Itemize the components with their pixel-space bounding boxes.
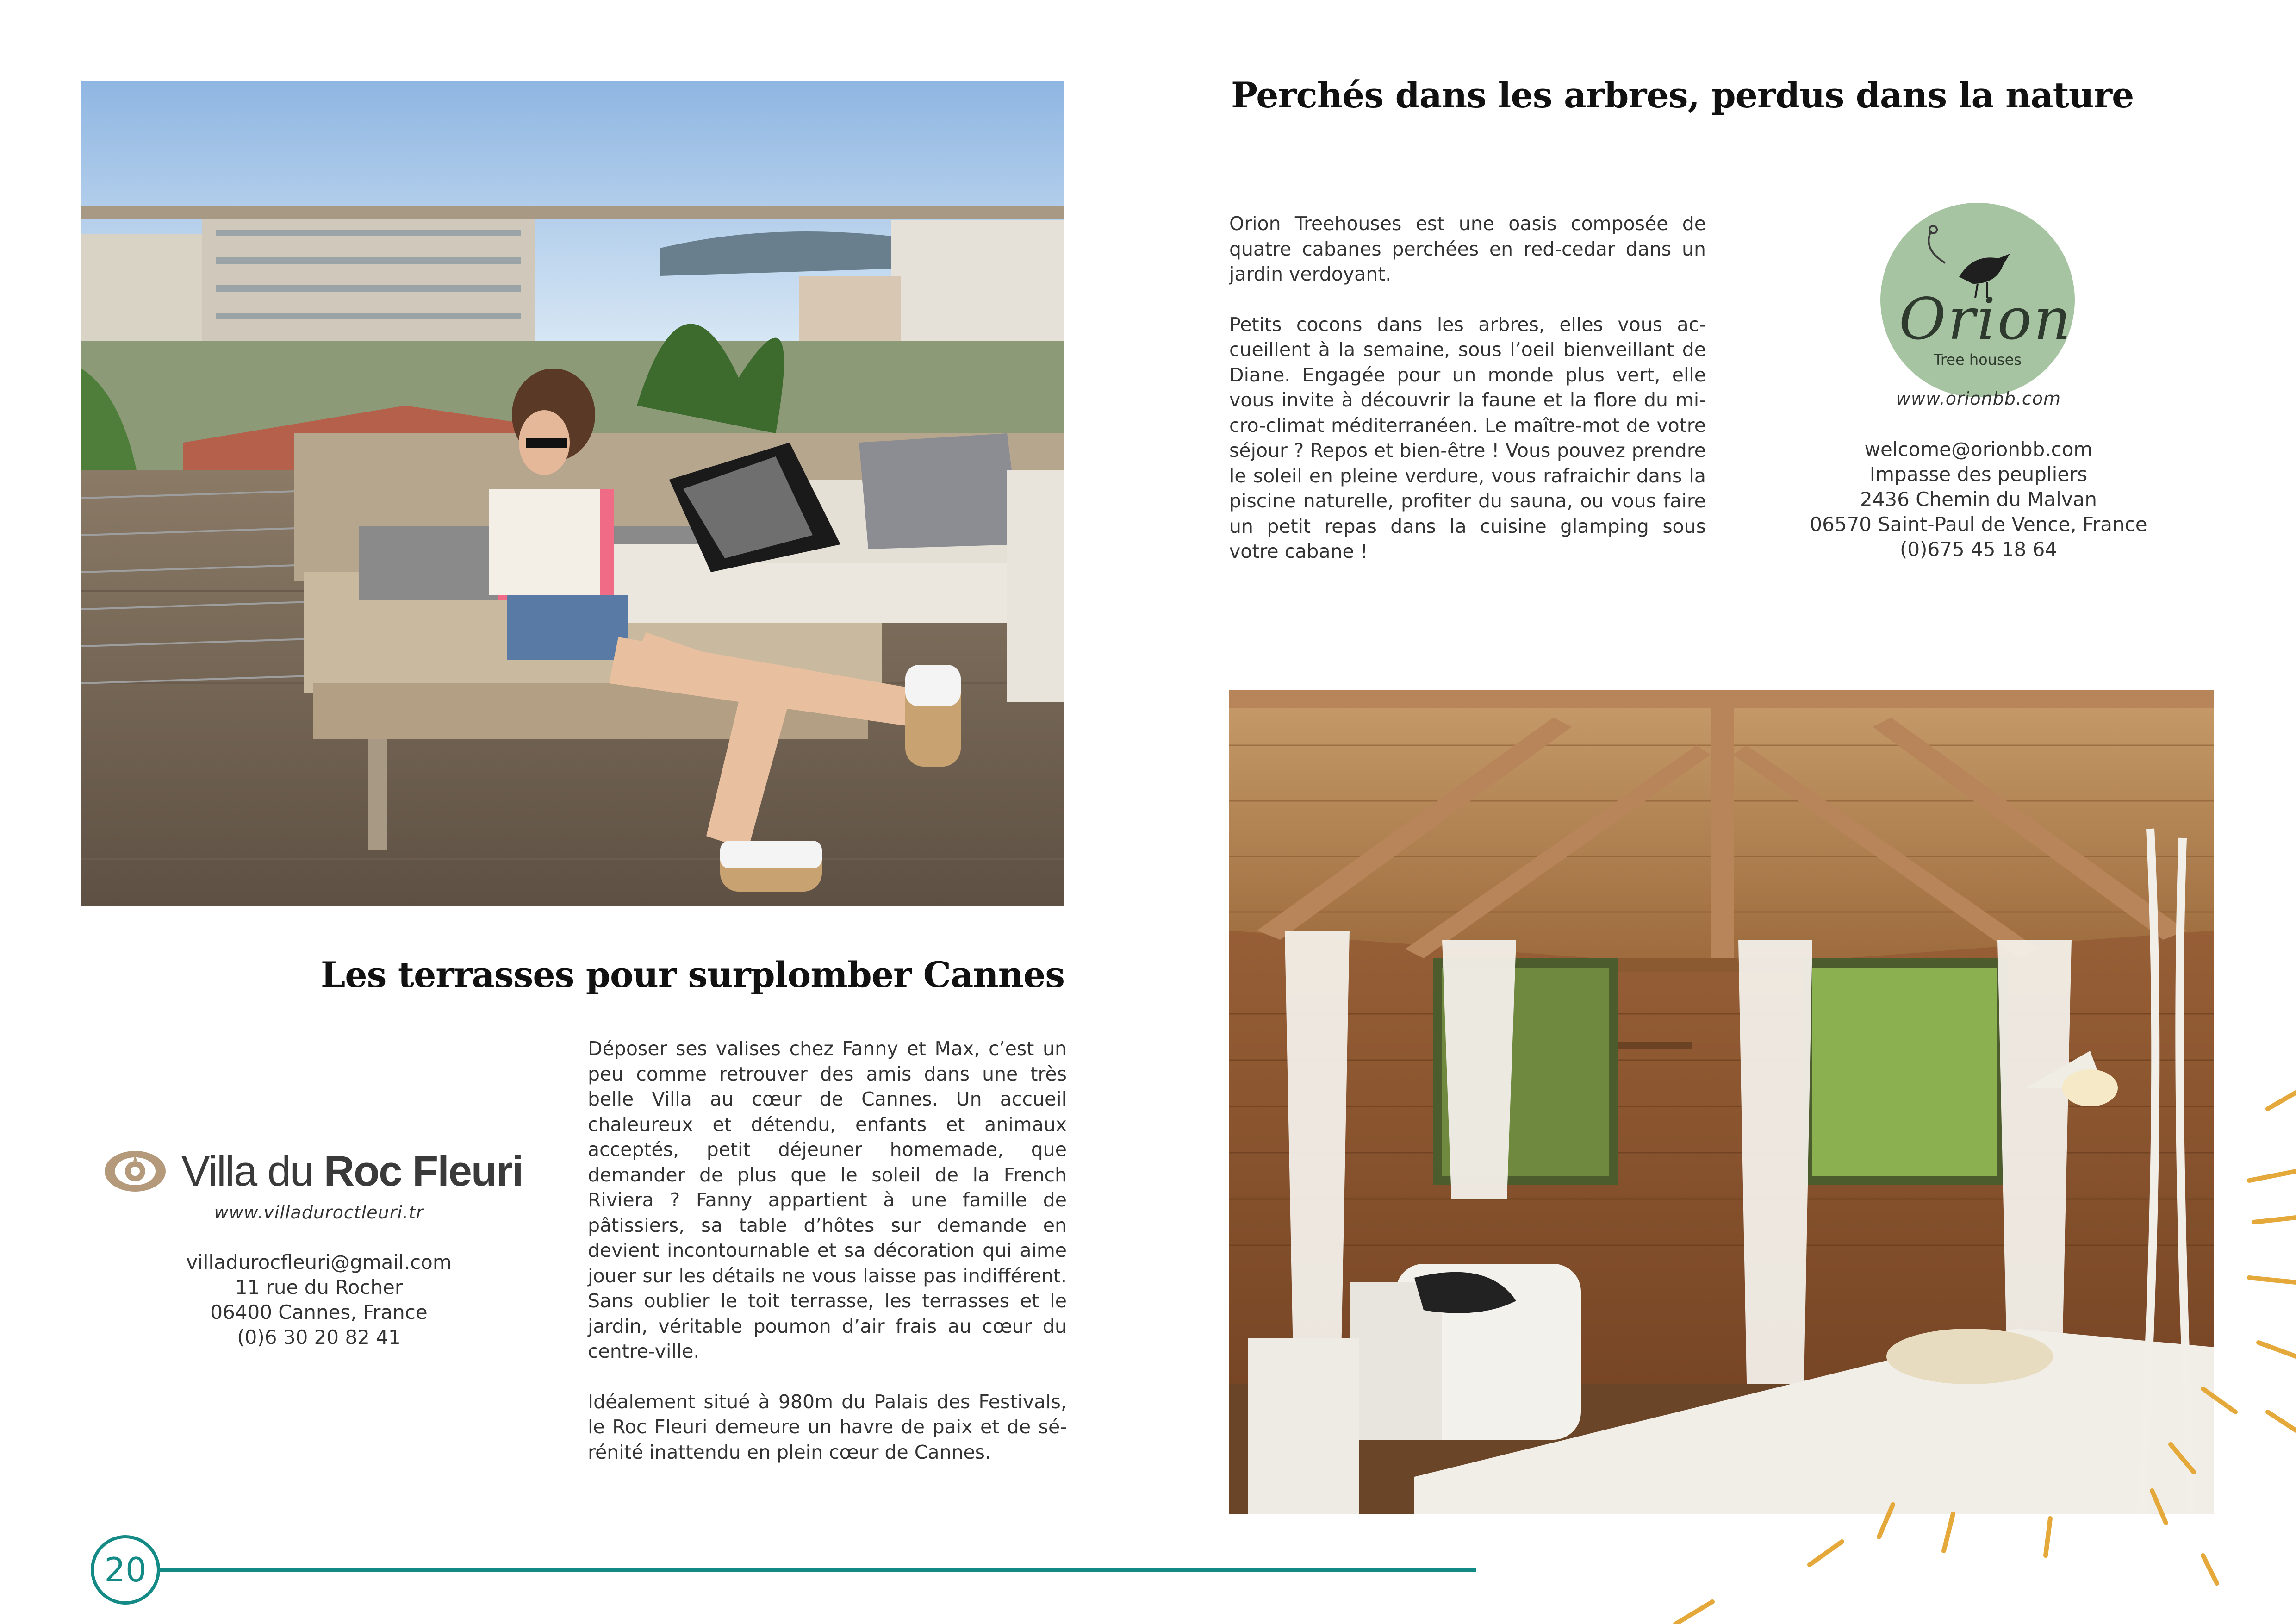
footer-rule bbox=[160, 1568, 1476, 1572]
villa-address-city: 06400 Cannes, France bbox=[210, 1301, 428, 1324]
orion-phone: (0)675 45 18 64 bbox=[1899, 538, 2058, 561]
orion-address-road: 2436 Chemin du Malvan bbox=[1860, 488, 2097, 511]
orion-address-city: 06570 Saint-Paul de Vence, France bbox=[1810, 513, 2147, 536]
orion-paragraph: Orion Treehouses est une oasis composée de quatre cabanes perchées en red-cedar dans un jardin verdoyant. bbox=[1229, 212, 1706, 285]
orion-description bbox=[1229, 211, 1706, 589]
section-title-orion: Perchés dans les arbres, perdus dans la nature bbox=[1231, 75, 2134, 116]
orion-logo-tagline: Tree houses bbox=[1933, 351, 2022, 369]
terrace-photo bbox=[81, 81, 1064, 906]
villa-description bbox=[588, 1036, 1067, 1490]
sunburst-decoration bbox=[1648, 1065, 2296, 1624]
orion-logo-name: Orion bbox=[1899, 286, 2073, 353]
orion-contact bbox=[1759, 386, 2198, 562]
villa-phone: (0)6 30 20 82 41 bbox=[237, 1326, 401, 1349]
villa-roc-fleuri-logo bbox=[103, 1148, 547, 1194]
section-title-cannes: Les terrasses pour surplomber Cannes bbox=[320, 954, 1064, 995]
villa-name-light: Villa du bbox=[181, 1148, 324, 1195]
villa-email-link[interactable]: villadurocfleuri@gmail.com bbox=[186, 1251, 452, 1274]
page-number: 20 bbox=[91, 1535, 160, 1605]
orion-address-street: Impasse des peupliers bbox=[1869, 463, 2088, 486]
villa-emblem-icon bbox=[103, 1148, 168, 1194]
villa-address-street: 11 rue du Rocher bbox=[235, 1276, 403, 1299]
villa-paragraph: Idéalement situé à 980m du Palais des Festivals, le Roc Fleuri demeure un havre de paix et de sérénité inattendu en plein cœur de Cannes. bbox=[588, 1390, 1067, 1463]
orion-logo bbox=[1880, 203, 2075, 397]
villa-name-bold: Roc Fleuri bbox=[324, 1148, 523, 1195]
villa-contact bbox=[153, 1200, 485, 1350]
orion-email-link[interactable]: welcome@orionbb.com bbox=[1864, 438, 2093, 461]
orion-website-link[interactable]: www.orionbb.com bbox=[1896, 388, 2061, 409]
orion-paragraph: Petits cocons dans les arbres, elles vous accueillent à la semaine, sous l’oeil bienveillant de Diane. Engagée pour un monde plus vert, elle vous invite à découvrir la faune et la flore du micro-climat méditerranéen. Le maître-mot de votre séjour ? Repos et bien-être ! Vous pouvez prendre le soleil en pleine verdure, vous rafraichir dans la piscine naturelle, profiter du sauna, ou vous faire un petit repas dans la cuisine glamping sous votre cabane ! bbox=[1229, 313, 1706, 562]
villa-website-link[interactable]: www.villaduroctleuri.tr bbox=[214, 1202, 424, 1223]
villa-paragraph: Déposer ses valises chez Fanny et Max, c’est un peu comme retrouver des amis dans une très belle Villa au cœur de Cannes. Un accueil chaleureux et détendu, enfants et animaux acceptés, petit déjeuner homemade, que demander de plus que le soleil de la French Riviera ? Fanny appartient à une famille de pâtissiers, sa table d’hôtes sur demande en devient incontournable et sa décoration qui aime jouer sur les détails ne vous laisse pas indifférent. Sans oublier le toit terrasse, les terrasses et le jardin, véritable poumon d’air frais au cœur du centre-ville. bbox=[588, 1037, 1067, 1362]
